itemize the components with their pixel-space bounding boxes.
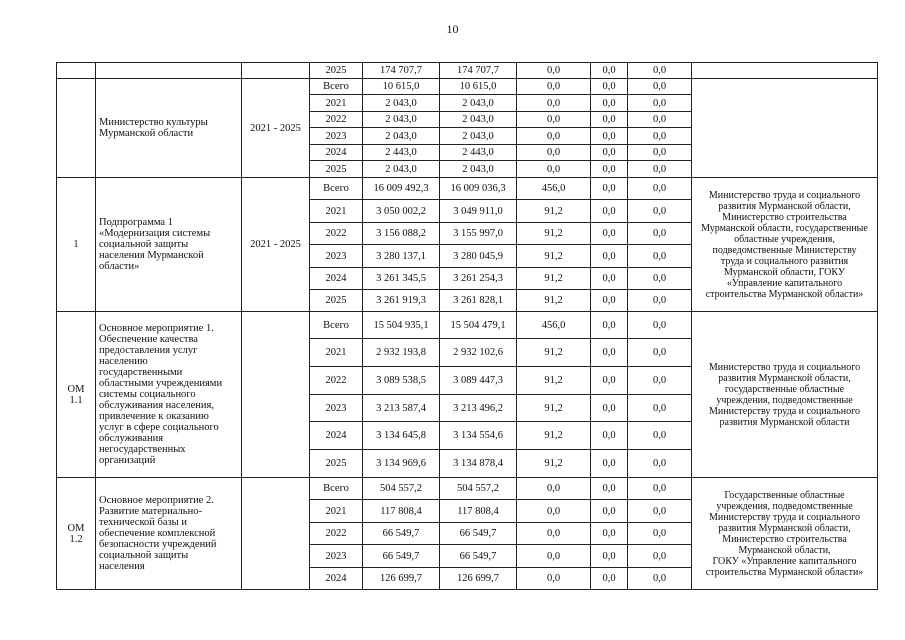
cell-regional: 2 443,0 bbox=[440, 145, 517, 161]
cell-other: 0,0 bbox=[628, 161, 692, 178]
cell-federal: 91,2 bbox=[517, 422, 591, 450]
row-code bbox=[57, 478, 96, 590]
cell-regional: 3 213 496,2 bbox=[440, 395, 517, 422]
row-name bbox=[96, 79, 242, 178]
cell-year: 2021 bbox=[310, 95, 363, 112]
row-executor bbox=[692, 63, 878, 79]
cell-year: Всего bbox=[310, 478, 363, 500]
row-name bbox=[96, 63, 242, 79]
cell-local: 0,0 bbox=[591, 223, 628, 245]
row-period bbox=[242, 478, 310, 590]
cell-federal: 0,0 bbox=[517, 63, 591, 79]
cell-regional: 3 089 447,3 bbox=[440, 367, 517, 395]
cell-year: 2025 bbox=[310, 63, 363, 79]
cell-local: 0,0 bbox=[591, 178, 628, 200]
cell-regional: 504 557,2 bbox=[440, 478, 517, 500]
cell-other: 0,0 bbox=[628, 79, 692, 95]
cell-local: 0,0 bbox=[591, 367, 628, 395]
cell-federal: 0,0 bbox=[517, 95, 591, 112]
cell-regional: 3 261 254,3 bbox=[440, 268, 517, 290]
cell-local: 0,0 bbox=[591, 568, 628, 590]
cell-federal: 0,0 bbox=[517, 112, 591, 128]
table-row bbox=[57, 478, 878, 500]
cell-regional: 16 009 036,3 bbox=[440, 178, 517, 200]
row-executor-text: Министерство труда и социального развития Мурманской области, государственные областные учреждения, подведомственные Министерству труда и социального развития Мурманской области bbox=[708, 361, 861, 428]
cell-total: 66 549,7 bbox=[363, 545, 440, 568]
cell-year: 2023 bbox=[310, 545, 363, 568]
row-executor bbox=[692, 312, 878, 478]
row-name-text: Подпрограмма 1 «Модернизация системы социальной защиты населения Мурманской области» bbox=[99, 217, 211, 272]
cell-total: 10 615,0 bbox=[363, 79, 440, 95]
cell-total: 174 707,7 bbox=[363, 63, 440, 79]
cell-federal: 0,0 bbox=[517, 523, 591, 545]
cell-year: 2022 bbox=[310, 523, 363, 545]
row-code bbox=[57, 312, 96, 478]
cell-year: 2022 bbox=[310, 112, 363, 128]
cell-regional: 3 134 878,4 bbox=[440, 450, 517, 478]
cell-total: 2 043,0 bbox=[363, 112, 440, 128]
page-number: 10 bbox=[446, 22, 459, 36]
cell-year: 2025 bbox=[310, 161, 363, 178]
table-body bbox=[57, 63, 878, 590]
cell-regional: 3 155 997,0 bbox=[440, 223, 517, 245]
row-code bbox=[57, 79, 96, 178]
cell-federal: 91,2 bbox=[517, 339, 591, 367]
row-name-text: Основное мероприятие 1. Обеспечение качества предоставления услуг населению государственными областными учреждениями системы социального обслуживания населения, привлечение к оказанию услуг в сфере социального обслуживания негосударственных организаций bbox=[99, 323, 223, 466]
cell-other: 0,0 bbox=[628, 367, 692, 395]
cell-local: 0,0 bbox=[591, 478, 628, 500]
cell-total: 3 134 645,8 bbox=[363, 422, 440, 450]
cell-regional: 3 280 045,9 bbox=[440, 245, 517, 268]
cell-federal: 0,0 bbox=[517, 545, 591, 568]
cell-other: 0,0 bbox=[628, 450, 692, 478]
cell-year: 2022 bbox=[310, 367, 363, 395]
cell-federal: 91,2 bbox=[517, 450, 591, 478]
row-period: 2021 - 2025 bbox=[242, 79, 310, 178]
cell-other: 0,0 bbox=[628, 523, 692, 545]
cell-other: 0,0 bbox=[628, 95, 692, 112]
cell-regional: 3 261 828,1 bbox=[440, 290, 517, 312]
cell-year: 2021 bbox=[310, 200, 363, 223]
cell-regional: 66 549,7 bbox=[440, 545, 517, 568]
cell-local: 0,0 bbox=[591, 450, 628, 478]
cell-federal: 91,2 bbox=[517, 268, 591, 290]
cell-regional: 174 707,7 bbox=[440, 63, 517, 79]
cell-federal: 0,0 bbox=[517, 568, 591, 590]
cell-total: 3 050 002,2 bbox=[363, 200, 440, 223]
cell-federal: 0,0 bbox=[517, 145, 591, 161]
cell-local: 0,0 bbox=[591, 63, 628, 79]
cell-local: 0,0 bbox=[591, 523, 628, 545]
cell-year: 2025 bbox=[310, 290, 363, 312]
table-row bbox=[57, 312, 878, 339]
cell-year: 2022 bbox=[310, 223, 363, 245]
cell-total: 3 261 345,5 bbox=[363, 268, 440, 290]
cell-other: 0,0 bbox=[628, 145, 692, 161]
table-row bbox=[57, 79, 878, 95]
row-period bbox=[242, 312, 310, 478]
cell-total: 117 808,4 bbox=[363, 500, 440, 523]
cell-local: 0,0 bbox=[591, 245, 628, 268]
cell-total: 3 089 538,5 bbox=[363, 367, 440, 395]
row-name bbox=[96, 478, 242, 590]
cell-other: 0,0 bbox=[628, 245, 692, 268]
cell-year: Всего bbox=[310, 312, 363, 339]
row-executor-text: Министерство труда и социального развития Мурманской области, Министерство строительства Мурманской области, государственные областные учреждения, подведомственные Министерству труда и социального развития Мурманской области, ГОКУ «Управление капитального строительства Мурманской области» bbox=[701, 189, 868, 300]
cell-other: 0,0 bbox=[628, 268, 692, 290]
cell-federal: 0,0 bbox=[517, 128, 591, 145]
row-name-text: Министерство культуры Мурманской области bbox=[99, 117, 208, 139]
cell-local: 0,0 bbox=[591, 545, 628, 568]
row-code-text: ОМ 1.2 bbox=[67, 522, 85, 545]
cell-federal: 456,0 bbox=[517, 312, 591, 339]
cell-federal: 91,2 bbox=[517, 200, 591, 223]
cell-local: 0,0 bbox=[591, 79, 628, 95]
cell-other: 0,0 bbox=[628, 223, 692, 245]
cell-year: 2024 bbox=[310, 568, 363, 590]
cell-local: 0,0 bbox=[591, 290, 628, 312]
cell-year: 2021 bbox=[310, 339, 363, 367]
cell-local: 0,0 bbox=[591, 422, 628, 450]
table-row bbox=[57, 178, 878, 200]
cell-other: 0,0 bbox=[628, 312, 692, 339]
cell-other: 0,0 bbox=[628, 395, 692, 422]
row-period bbox=[242, 63, 310, 79]
cell-total: 504 557,2 bbox=[363, 478, 440, 500]
cell-federal: 91,2 bbox=[517, 290, 591, 312]
cell-year: 2024 bbox=[310, 268, 363, 290]
row-executor bbox=[692, 478, 878, 590]
cell-local: 0,0 bbox=[591, 312, 628, 339]
budget-table bbox=[56, 62, 878, 590]
cell-federal: 91,2 bbox=[517, 245, 591, 268]
table-row bbox=[57, 63, 878, 79]
cell-total: 126 699,7 bbox=[363, 568, 440, 590]
cell-other: 0,0 bbox=[628, 178, 692, 200]
cell-regional: 117 808,4 bbox=[440, 500, 517, 523]
cell-regional: 3 134 554,6 bbox=[440, 422, 517, 450]
cell-local: 0,0 bbox=[591, 145, 628, 161]
cell-other: 0,0 bbox=[628, 112, 692, 128]
cell-federal: 91,2 bbox=[517, 367, 591, 395]
cell-other: 0,0 bbox=[628, 545, 692, 568]
cell-other: 0,0 bbox=[628, 128, 692, 145]
cell-local: 0,0 bbox=[591, 200, 628, 223]
cell-total: 3 134 969,6 bbox=[363, 450, 440, 478]
cell-federal: 0,0 bbox=[517, 161, 591, 178]
cell-regional: 2 043,0 bbox=[440, 128, 517, 145]
cell-year: 2025 bbox=[310, 450, 363, 478]
row-code bbox=[57, 63, 96, 79]
cell-year: Всего bbox=[310, 79, 363, 95]
cell-regional: 2 932 102,6 bbox=[440, 339, 517, 367]
row-code bbox=[57, 178, 96, 312]
cell-total: 2 932 193,8 bbox=[363, 339, 440, 367]
cell-year: 2023 bbox=[310, 245, 363, 268]
cell-regional: 15 504 479,1 bbox=[440, 312, 517, 339]
cell-regional: 10 615,0 bbox=[440, 79, 517, 95]
cell-other: 0,0 bbox=[628, 200, 692, 223]
cell-regional: 2 043,0 bbox=[440, 95, 517, 112]
cell-local: 0,0 bbox=[591, 95, 628, 112]
cell-total: 2 043,0 bbox=[363, 95, 440, 112]
cell-year: 2021 bbox=[310, 500, 363, 523]
row-executor-text: Государственные областные учреждения, подведомственные Министерству труда и социального развития Мурманской области, Министерство строительства Мурманской области, ГОКУ «Управление капитального строительства Мурманской области» bbox=[705, 489, 864, 578]
cell-regional: 126 699,7 bbox=[440, 568, 517, 590]
cell-regional: 2 043,0 bbox=[440, 112, 517, 128]
row-executor bbox=[692, 79, 878, 178]
cell-year: 2023 bbox=[310, 128, 363, 145]
cell-year: 2024 bbox=[310, 145, 363, 161]
cell-local: 0,0 bbox=[591, 128, 628, 145]
cell-total: 2 043,0 bbox=[363, 128, 440, 145]
cell-year: 2023 bbox=[310, 395, 363, 422]
cell-total: 3 261 919,3 bbox=[363, 290, 440, 312]
row-code-text: ОМ 1.1 bbox=[67, 383, 85, 406]
row-name bbox=[96, 312, 242, 478]
cell-other: 0,0 bbox=[628, 339, 692, 367]
cell-other: 0,0 bbox=[628, 422, 692, 450]
cell-federal: 0,0 bbox=[517, 79, 591, 95]
cell-federal: 91,2 bbox=[517, 395, 591, 422]
cell-other: 0,0 bbox=[628, 478, 692, 500]
cell-local: 0,0 bbox=[591, 339, 628, 367]
cell-year: 2024 bbox=[310, 422, 363, 450]
cell-regional: 66 549,7 bbox=[440, 523, 517, 545]
cell-total: 3 213 587,4 bbox=[363, 395, 440, 422]
cell-year: Всего bbox=[310, 178, 363, 200]
row-name bbox=[96, 178, 242, 312]
cell-other: 0,0 bbox=[628, 290, 692, 312]
cell-total: 3 280 137,1 bbox=[363, 245, 440, 268]
cell-federal: 91,2 bbox=[517, 223, 591, 245]
cell-local: 0,0 bbox=[591, 268, 628, 290]
cell-local: 0,0 bbox=[591, 500, 628, 523]
cell-total: 66 549,7 bbox=[363, 523, 440, 545]
row-executor bbox=[692, 178, 878, 312]
cell-federal: 456,0 bbox=[517, 178, 591, 200]
row-code-text: 1 bbox=[73, 239, 79, 250]
cell-local: 0,0 bbox=[591, 161, 628, 178]
cell-total: 2 443,0 bbox=[363, 145, 440, 161]
cell-total: 16 009 492,3 bbox=[363, 178, 440, 200]
cell-other: 0,0 bbox=[628, 568, 692, 590]
cell-other: 0,0 bbox=[628, 500, 692, 523]
cell-total: 3 156 088,2 bbox=[363, 223, 440, 245]
cell-total: 2 043,0 bbox=[363, 161, 440, 178]
cell-federal: 0,0 bbox=[517, 500, 591, 523]
cell-regional: 3 049 911,0 bbox=[440, 200, 517, 223]
row-period: 2021 - 2025 bbox=[242, 178, 310, 312]
cell-local: 0,0 bbox=[591, 112, 628, 128]
cell-federal: 0,0 bbox=[517, 478, 591, 500]
cell-local: 0,0 bbox=[591, 395, 628, 422]
row-name-text: Основное мероприятие 2. Развитие материально- технической базы и обеспечение комплексной безопасности учреждений социальной защиты населения bbox=[99, 495, 217, 572]
cell-regional: 2 043,0 bbox=[440, 161, 517, 178]
cell-other: 0,0 bbox=[628, 63, 692, 79]
cell-total: 15 504 935,1 bbox=[363, 312, 440, 339]
